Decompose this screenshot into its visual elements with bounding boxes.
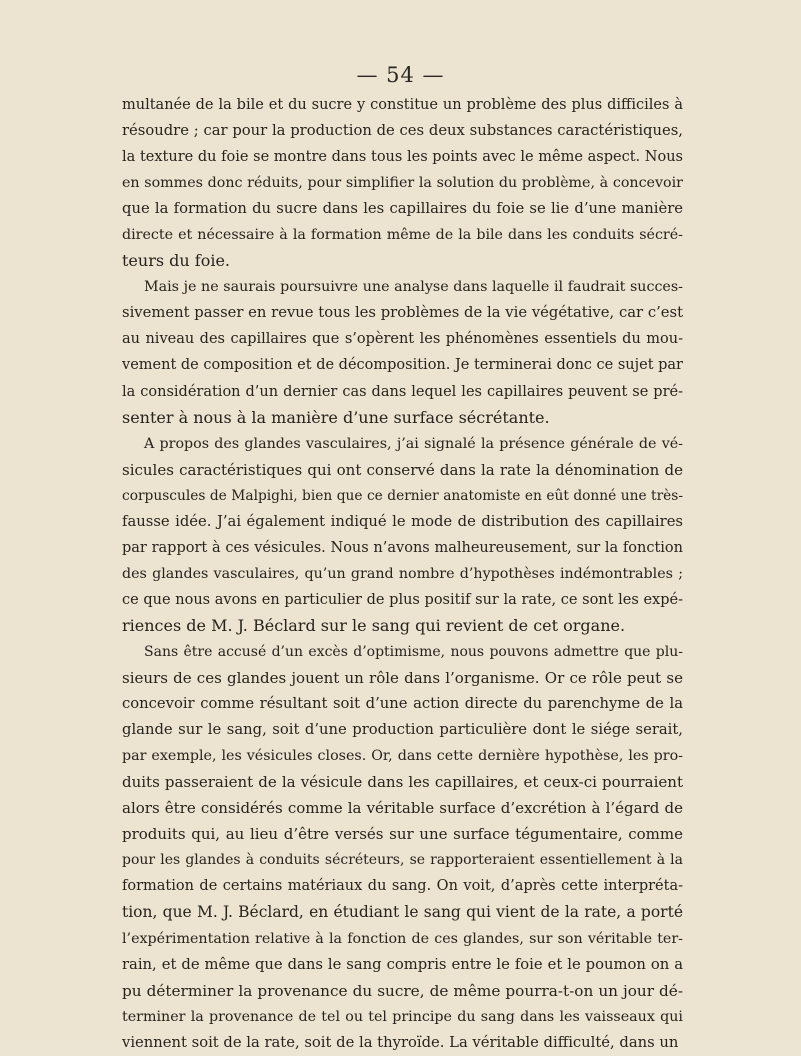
text-line: sicules caractéristiques qui ont conservé dans la rate la dénomination de — [122, 460, 683, 479]
text-line: terminer la provenance de tel ou tel principe du sang dans les vaisseaux qui — [122, 1008, 683, 1025]
body-text — [122, 92, 683, 1056]
text-line: que la formation du sucre dans les capillaires du foie se lie d’une manière — [122, 200, 683, 218]
text-line: vement de composition et de décomposition. Je terminerai donc ce sujet par — [122, 357, 683, 374]
text-line: senter à nous à la manière d’une surface sécrétante. — [122, 407, 550, 427]
text-line: pour les glandes à conduits sécréteurs, se rapporteraient essentiellement à la — [122, 852, 683, 869]
text-line: l’expérimentation relative à la fonction de ces glandes, sur son véritable ter- — [122, 930, 683, 947]
text-line: alors être considérés comme la véritable surface d’excrétion à l’égard de — [122, 799, 683, 818]
text-line: produits qui, au lieu d’être versés sur une surface tégumentaire, comme — [122, 825, 683, 844]
paragraph — [122, 639, 683, 1056]
text-line: A propos des glandes vasculaires, j’ai signalé la présence générale de vé- — [144, 435, 683, 452]
text-line: teurs du foie. — [122, 251, 231, 271]
text-line: rain, et de même que dans le sang compris entre le foie et le poumon on a — [122, 955, 683, 973]
text-line: des glandes vasculaires, qu’un grand nombre d’hypothèses indémontrables ; — [122, 565, 683, 582]
text-line: glande sur le sang, soit d’une production particulière dont le siége serait, — [122, 721, 683, 739]
text-line: multanée de la bile et du sucre y constitue un problème des plus difficiles à — [122, 97, 683, 113]
text-line: sivement passer en revue tous les problèmes de la vie végétative, car c’est — [122, 304, 683, 322]
text-line: par rapport à ces vésicules. Nous n’avons malheureusement, sur la fonction — [122, 539, 683, 556]
text-line: riences de M. J. Béclard sur le sang qui revient de cet organe. — [122, 615, 626, 635]
text-line: la texture du foie se montre dans tous les points avec le même aspect. Nous — [122, 149, 683, 166]
text-line: Mais je ne saurais poursuivre une analyse dans laquelle il faudrait succes- — [144, 279, 683, 296]
text-line: fausse idée. J’ai également indiqué le mode de distribution des capillaires — [122, 512, 683, 530]
paragraph — [122, 274, 683, 430]
text-line: corpuscules de Malpighi, bien que ce dernier anatomiste en eût donné une très- — [122, 487, 683, 504]
text-line: ce que nous avons en particulier de plus positif sur la rate, ce sont les expé- — [122, 591, 683, 608]
text-line: duits passeraient de la vésicule dans les capillaires, et ceux-ci pourraient — [122, 773, 683, 792]
text-line: en sommes donc réduits, pour simplifier la solution du problème, à concevoir — [122, 175, 683, 192]
page-number: — 54 — — [356, 63, 445, 87]
text-line: résoudre ; car pour la production de ces deux substances caractéristiques, — [122, 122, 683, 140]
text-line: formation de certains matériaux du sang. On voit, d’après cette interpréta- — [122, 878, 683, 895]
text-line: sieurs de ces glandes jouent un rôle dans l’organisme. Or ce rôle peut se — [122, 669, 683, 688]
text-line: par exemple, les vésicules closes. Or, dans cette dernière hypothèse, les pro- — [122, 748, 683, 765]
text-line: concevoir comme résultant soit d’une action directe du parenchyme de la — [122, 695, 683, 713]
paragraph — [122, 92, 683, 274]
text-line: viennent soit de la rate, soit de la thyroïde. La véritable difficulté, dans un — [122, 1033, 679, 1051]
text-line: directe et nécessaire à la formation même de la bile dans les conduits sécré- — [122, 227, 683, 244]
text-line: la considération d’un dernier cas dans lequel les capillaires peuvent se pré- — [122, 383, 683, 400]
text-line: tion, que M. J. Béclard, en étudiant le sang qui vient de la rate, a porté — [122, 903, 683, 922]
paragraph — [122, 431, 683, 639]
text-line: au niveau des capillaires que s’opèrent les phénomènes essentiels du mou- — [122, 331, 683, 348]
text-line: Sans être accusé d’un excès d’optimisme, nous pouvons admettre que plu- — [144, 643, 683, 660]
text-line: pu déterminer la provenance du sucre, de même pourra-t-on un jour dé- — [122, 981, 683, 1000]
